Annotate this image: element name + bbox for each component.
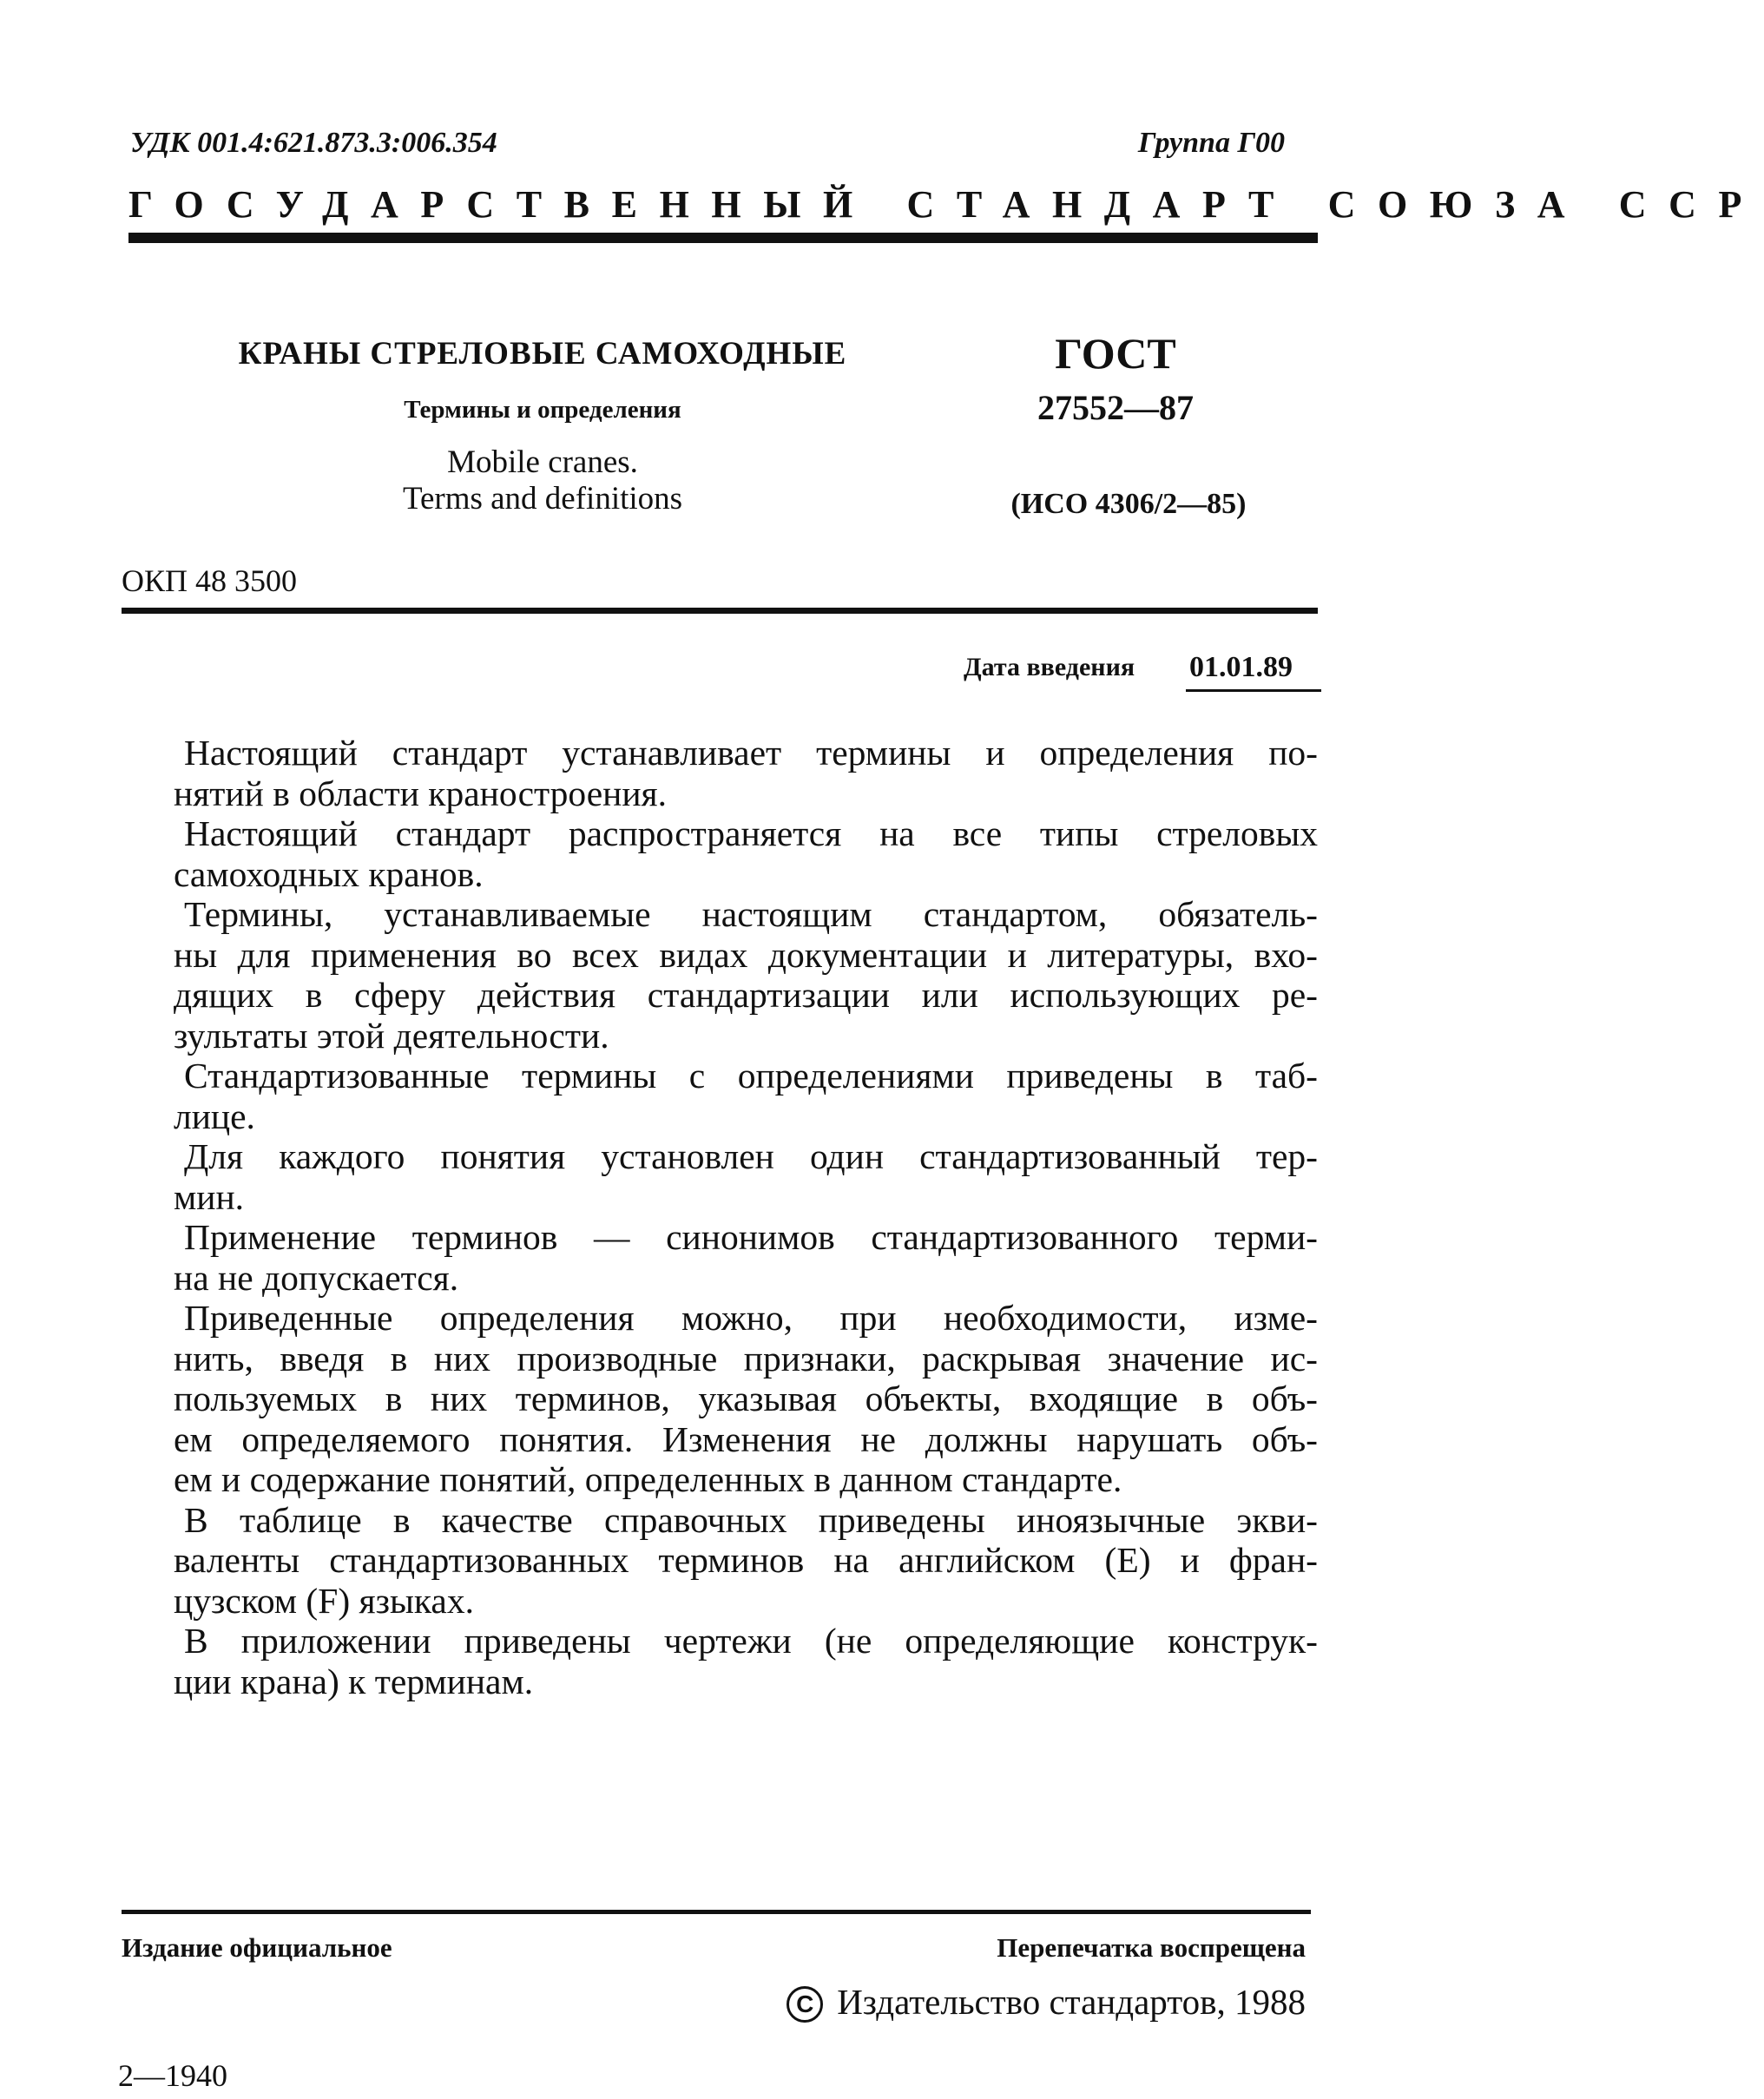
body-line: ны для применения во всех видах документации и литературы, вхо- xyxy=(174,934,1318,975)
state-standard-heading: ГОСУДАРСТВЕННЫЙ СТАНДАРТ СОЮЗА ССР xyxy=(128,183,1764,226)
document-title: КРАНЫ СТРЕЛОВЫЕ САМОХОДНЫЕ xyxy=(238,336,847,372)
body-line: зультаты этой деятельности. xyxy=(174,1015,609,1056)
body-line: Настоящий стандарт распространяется на все типы стреловых xyxy=(184,813,1318,853)
body-line: на не допускается. xyxy=(174,1257,459,1298)
udk-code: УДК 001.4:621.873.3:006.354 xyxy=(130,127,497,159)
body-line: Стандартизованные термины с определениями приведены в таб- xyxy=(184,1056,1318,1096)
footer-rule xyxy=(122,1910,1311,1914)
english-title-line-2: Terms and definitions xyxy=(402,481,683,517)
body-line: В приложении приведены чертежи (не определяющие конструк- xyxy=(184,1621,1318,1661)
official-edition-label: Издание официальное xyxy=(122,1932,392,1963)
okp-code: ОКП 48 3500 xyxy=(122,563,298,598)
iso-reference: (ИСО 4306/2—85) xyxy=(1010,488,1247,520)
body-line: Термины, устанавливаемые настоящим стандартом, обязатель- xyxy=(184,894,1318,934)
body-line: валенты стандартизованных терминов на английском (E) и фран- xyxy=(174,1540,1318,1580)
body-paragraph xyxy=(174,733,1318,813)
english-title-line-1: Mobile cranes. xyxy=(447,444,638,480)
body-line: цузском (F) языках. xyxy=(174,1580,474,1621)
intro-date-label: Дата введения xyxy=(964,653,1135,681)
gost-label: ГОСТ xyxy=(1055,329,1176,378)
copyright-text: Издательство стандартов, 1988 xyxy=(837,1982,1306,2022)
reprint-notice: Перепечатка воспрещена xyxy=(997,1932,1306,1963)
body-line: нить, введя в них производные признаки, раскрывая значение ис- xyxy=(174,1338,1318,1378)
group-code: Группа Г00 xyxy=(1137,127,1285,159)
intro-date-underline xyxy=(1186,689,1321,692)
document-subtitle: Термины и определения xyxy=(404,396,681,424)
body-line: Применение терминов — синонимов стандартизованного терми- xyxy=(184,1217,1318,1257)
body-paragraph xyxy=(174,1217,1318,1298)
copyright-icon: C xyxy=(787,1986,823,2023)
body-line: нятий в области краностроения. xyxy=(174,773,667,813)
body-line: ции крана) к терминам. xyxy=(174,1661,534,1701)
title-block-rule xyxy=(122,608,1318,614)
body-line: ем и содержание понятий, определенных в данном стандарте. xyxy=(174,1459,1122,1499)
body-line: лице. xyxy=(174,1096,255,1136)
body-line: самоходных кранов. xyxy=(174,853,484,894)
intro-date-value: 01.01.89 xyxy=(1189,651,1293,683)
body-paragraph xyxy=(174,1298,1318,1500)
body-paragraph xyxy=(174,813,1318,894)
body-text xyxy=(174,733,1318,1701)
body-line: Для каждого понятия установлен один стандартизованный тер- xyxy=(184,1136,1318,1176)
body-paragraph xyxy=(174,894,1318,1056)
body-line: мин. xyxy=(174,1176,245,1217)
body-paragraph xyxy=(174,1136,1318,1217)
header-rule xyxy=(128,233,1318,243)
body-line: В таблице в качестве справочных приведены иноязычные экви- xyxy=(184,1499,1318,1540)
body-line: дящих в сферу действия стандартизации или использующих ре- xyxy=(174,975,1318,1015)
body-paragraph xyxy=(174,1500,1318,1622)
body-line: Приведенные определения можно, при необходимости, изме- xyxy=(184,1298,1318,1338)
body-line: пользуемых в них терминов, указывая объекты, входящие в объ- xyxy=(174,1378,1318,1418)
page-code: 2—1940 xyxy=(118,2058,227,2093)
body-line: Настоящий стандарт устанавливает термины и определения по- xyxy=(184,733,1318,773)
body-paragraph xyxy=(174,1621,1318,1701)
gost-number: 27552—87 xyxy=(1037,388,1194,427)
copyright-line xyxy=(787,1981,1306,2023)
body-paragraph xyxy=(174,1056,1318,1136)
body-line: ем определяемого понятия. Изменения не должны нарушать объ- xyxy=(174,1418,1318,1459)
english-title xyxy=(234,444,851,517)
